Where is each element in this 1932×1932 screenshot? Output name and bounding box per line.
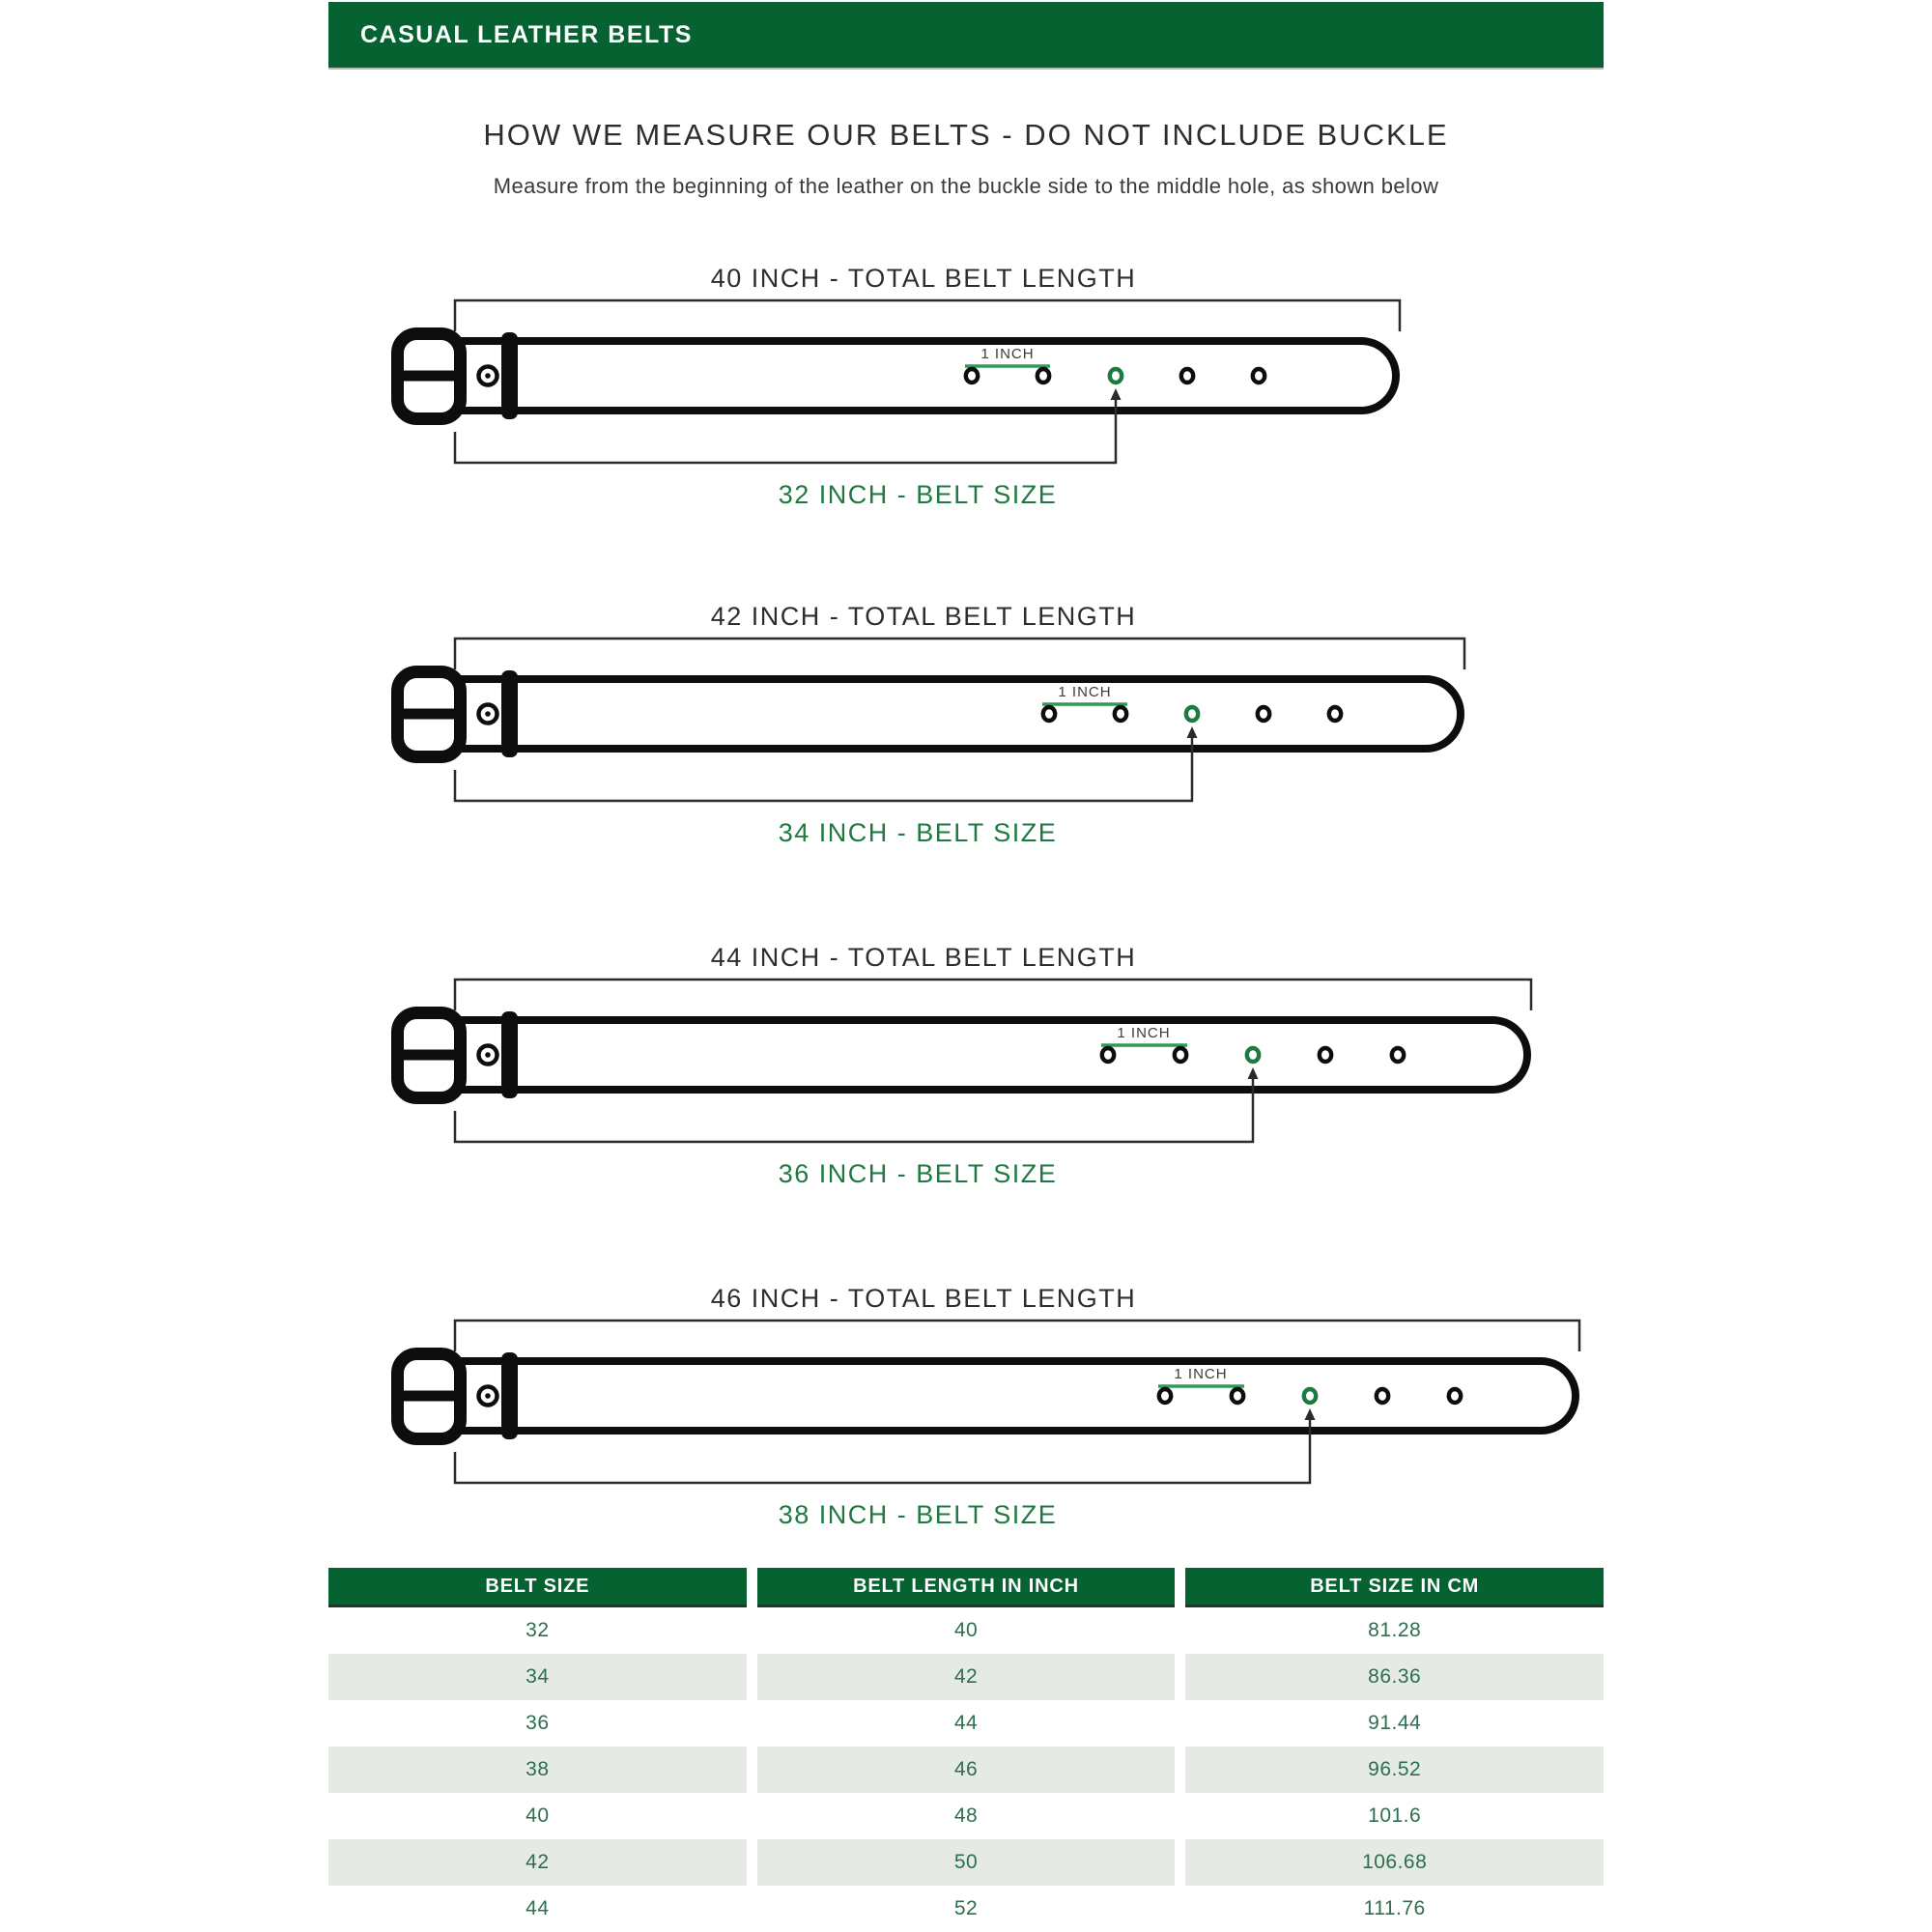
belt-hole (1175, 1048, 1186, 1062)
belt-keeper (501, 1352, 518, 1439)
belt-length-value: 46 (757, 1747, 1176, 1793)
belt-hole (966, 369, 978, 383)
table-row (328, 1747, 1604, 1793)
table-body (328, 1607, 1604, 1932)
one-inch-label: 1 INCH (1117, 1025, 1171, 1041)
belt-size-value: 34 (328, 1654, 747, 1700)
belt-diagram-40-inch (328, 254, 1642, 525)
belt-hole (1258, 707, 1269, 721)
belt-size-value: 38 (328, 1747, 747, 1793)
brand-header-bar (328, 2, 1604, 68)
belt-hole (1253, 369, 1264, 383)
table-row (328, 1793, 1604, 1839)
brand-title: CASUAL LEATHER BELTS (360, 20, 693, 48)
belt-size-cm-value: 86.36 (1185, 1654, 1604, 1700)
belt-size-label: 32 INCH - BELT SIZE (778, 480, 1058, 509)
belt-keeper (501, 1011, 518, 1098)
size-table (328, 1568, 1604, 1932)
middle-hole (1247, 1048, 1259, 1062)
middle-hole (1304, 1389, 1316, 1403)
belt-hole (1102, 1048, 1114, 1062)
belt-size-value: 36 (526, 1712, 550, 1734)
belt-size-cm-value: 101.6 (1368, 1804, 1422, 1827)
middle-hole (1110, 369, 1122, 383)
total-length-bracket (455, 1321, 1579, 1351)
belt-hole (1392, 1048, 1404, 1062)
belt-diagram-44-inch (328, 933, 1642, 1204)
belt-hole (1159, 1389, 1171, 1403)
belt-size-cm-value: 91.44 (1368, 1712, 1422, 1734)
belt-diagram-46-inch (328, 1274, 1642, 1545)
belt-size-value: 42 (328, 1839, 747, 1886)
total-length-bracket (455, 980, 1531, 1010)
belt-strap (460, 1020, 1527, 1090)
page-subtitle: Measure from the beginning of the leather on the buckle side to the middle hole, as shown below (493, 174, 1439, 198)
belt-size-value: 32 (526, 1619, 550, 1641)
belt-size-label: 38 INCH - BELT SIZE (778, 1500, 1058, 1529)
belt-length-value: 44 (953, 1712, 979, 1734)
belt-hole (1232, 1389, 1243, 1403)
belt-size-cm-value: 81.28 (1368, 1619, 1422, 1641)
belt-hole (1037, 369, 1049, 383)
column-header-belt-size: BELT SIZE (328, 1568, 747, 1607)
belt-hole (1320, 1048, 1331, 1062)
total-length-bracket (455, 639, 1464, 669)
belt-size-value: 44 (526, 1897, 550, 1919)
column-header-belt-length-inch: BELT LENGTH IN INCH (757, 1568, 1176, 1607)
belt-size-cm-value: 96.52 (1185, 1747, 1604, 1793)
one-inch-label: 1 INCH (980, 346, 1035, 362)
belt-length-value: 52 (953, 1897, 979, 1919)
total-length-label: 46 INCH - TOTAL BELT LENGTH (710, 1284, 1137, 1313)
table-row (328, 1607, 1604, 1654)
table-header-row (328, 1568, 1604, 1607)
belt-length-value: 40 (953, 1619, 979, 1641)
total-length-label: 44 INCH - TOTAL BELT LENGTH (710, 943, 1137, 972)
belt-hole (1449, 1389, 1461, 1403)
total-length-bracket (455, 300, 1400, 331)
table-row (328, 1839, 1604, 1886)
table-row (328, 1886, 1604, 1932)
belt-length-value: 50 (757, 1839, 1176, 1886)
belt-size-label: 36 INCH - BELT SIZE (778, 1159, 1058, 1188)
table-row (328, 1700, 1604, 1747)
belt-hole (1377, 1389, 1388, 1403)
belt-hole (1329, 707, 1341, 721)
one-inch-label: 1 INCH (1174, 1366, 1228, 1382)
belt-size-cm-value: 111.76 (1363, 1897, 1426, 1919)
table-row (328, 1654, 1604, 1700)
belt-hole (1181, 369, 1193, 383)
belt-keeper (501, 332, 518, 419)
page-title: HOW WE MEASURE OUR BELTS - DO NOT INCLUDE BUCKLE (483, 118, 1449, 152)
belt-hole (1043, 707, 1055, 721)
belt-size-value: 40 (526, 1804, 550, 1827)
belt-length-value: 42 (757, 1654, 1176, 1700)
belt-size-cm-value: 106.68 (1185, 1839, 1604, 1886)
column-header-belt-size-cm: BELT SIZE IN CM (1185, 1568, 1604, 1607)
belt-size-label: 34 INCH - BELT SIZE (778, 818, 1058, 847)
belt-strap (460, 679, 1461, 749)
one-inch-label: 1 INCH (1058, 684, 1112, 700)
belt-length-value: 48 (953, 1804, 979, 1827)
belt-hole (1115, 707, 1126, 721)
total-length-label: 40 INCH - TOTAL BELT LENGTH (710, 264, 1137, 293)
belt-diagram-42-inch (328, 592, 1642, 863)
belt-strap (460, 1361, 1576, 1431)
belt-keeper (501, 670, 518, 757)
middle-hole (1186, 707, 1198, 721)
total-length-label: 42 INCH - TOTAL BELT LENGTH (710, 602, 1137, 631)
